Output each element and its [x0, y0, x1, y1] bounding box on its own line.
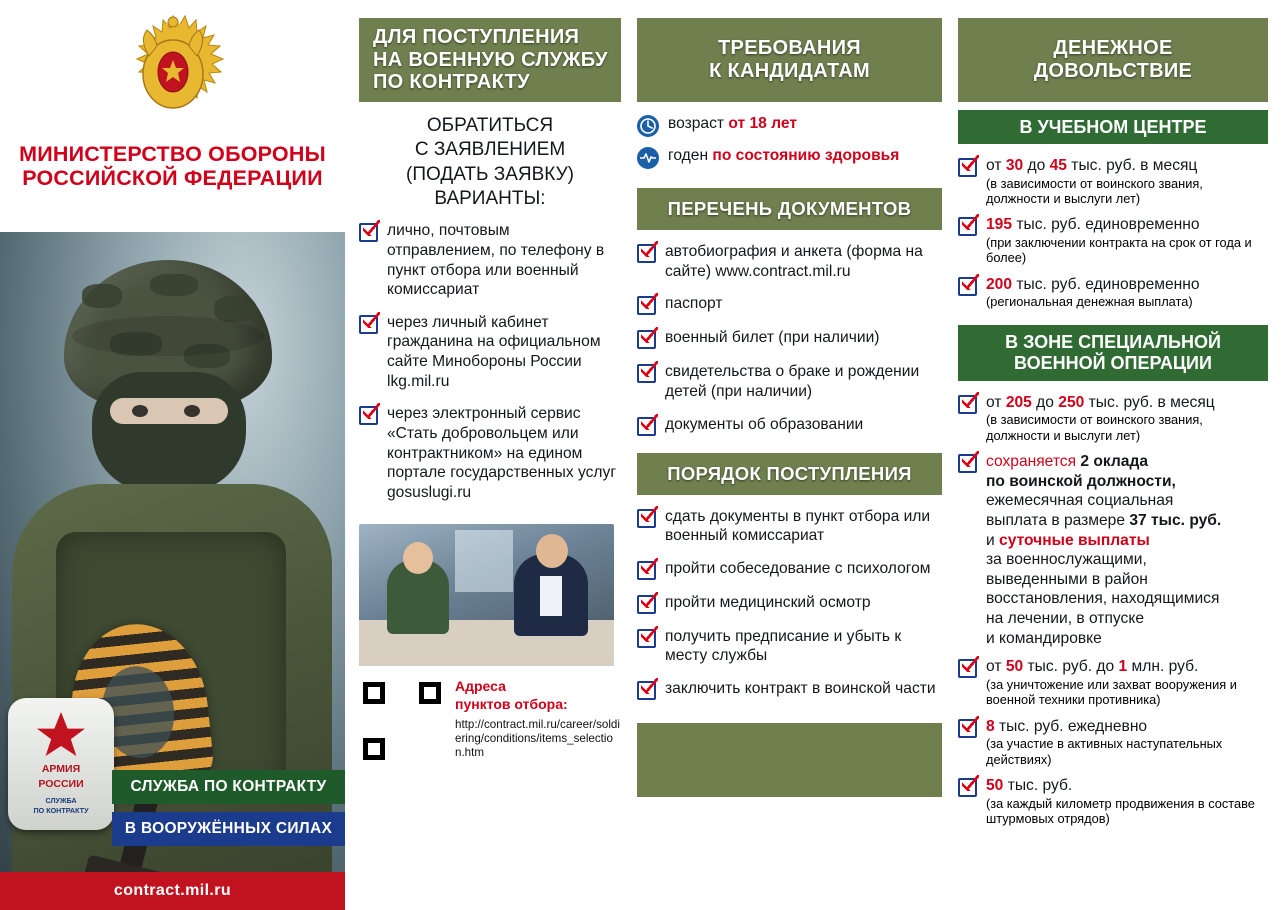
pay-text [986, 393, 1268, 443]
checkmark-icon [637, 417, 656, 436]
ministry-title [19, 142, 326, 190]
column-enlistment [359, 18, 621, 900]
col2-header [637, 18, 942, 102]
pay-pre: от [986, 157, 1006, 174]
badge-sub-1: СЛУЖБА [45, 796, 77, 806]
balaclava-shape [92, 372, 246, 492]
checkmark-icon [637, 509, 656, 528]
pay-note: (в зависимости от воинского звания, должности и выслуги лет) [986, 412, 1203, 443]
badge-line-1: АРМИЯ [41, 763, 81, 775]
checkmark-icon [637, 595, 656, 614]
pay-main [986, 157, 1197, 174]
checkmark-icon [958, 719, 977, 738]
ministry-line-1: МИНИСТЕРСТВО ОБОРОНЫ [19, 142, 326, 166]
pay-item [958, 275, 1268, 310]
requirement-accent: от 18 лет [728, 115, 797, 132]
badge-line-2: РОССИИ [38, 778, 84, 791]
pay-main [986, 658, 1198, 675]
address-block [359, 678, 621, 764]
list-item [637, 294, 942, 315]
list-item [359, 404, 621, 502]
address-title [455, 678, 568, 712]
pay-text [986, 215, 1268, 265]
content-area [345, 0, 1283, 910]
salary-line-2: по воинской должности, [986, 472, 1176, 490]
pay-num-1: 50 [1005, 658, 1024, 676]
col1-header [359, 18, 621, 102]
russian-mod-emblem [109, 12, 237, 134]
salary-line-4-pre: выплата в размере [986, 511, 1130, 529]
checkmark-icon [958, 659, 977, 678]
checkmark-icon [637, 681, 656, 700]
pay-text [986, 156, 1268, 206]
pay-num-1: 195 [986, 216, 1013, 234]
pay-num-2: 45 [1049, 157, 1067, 174]
pay-post: тыс. руб. [1003, 777, 1073, 795]
address-title-line-2: пунктов отбора: [455, 695, 568, 712]
pay-text [986, 657, 1268, 707]
salary-line-8: восстановления, находящимися [986, 590, 1220, 608]
pay-mid: до [1031, 393, 1059, 411]
list-item [359, 221, 621, 300]
document-text: военный билет (при наличии) [665, 329, 880, 347]
col1-intro [359, 114, 621, 211]
checkmark-icon [958, 778, 977, 797]
pay-num-1: 205 [1005, 393, 1032, 411]
list-item [359, 313, 621, 392]
red-star-icon [35, 710, 87, 760]
list-item [637, 242, 942, 281]
col1-intro-line-2: С ЗАЯВЛЕНИЕМ [414, 139, 566, 161]
site-url-bar[interactable]: contract.mil.ru [0, 872, 345, 910]
pay-text [986, 275, 1200, 310]
checkmark-icon [637, 296, 656, 315]
list-item [637, 627, 942, 666]
option-text: лично, почтовым отправлением, по телефону в пункт отбора или военный комиссариат [387, 222, 605, 299]
col1-intro-line-1: ОБРАТИТЬСЯ [426, 115, 554, 136]
requirement-pre: годен [668, 147, 709, 164]
pay-pre: от [986, 393, 1006, 411]
col1-header-line-2: НА ВОЕННУЮ СЛУЖБУ [373, 48, 608, 71]
pay-num-2: 250 [1058, 393, 1085, 411]
left-column [0, 0, 345, 910]
pay-note: (за участие в активных наступательных действиях) [986, 736, 1223, 767]
pay-post: тыс. руб. ежедневно [994, 717, 1148, 735]
column-pay [958, 18, 1268, 900]
pulse-icon [637, 147, 659, 169]
col1-intro-line-4: ВАРИАНТЫ: [434, 187, 546, 209]
document-text: автобиография и анкета (форма на сайте) www.contract.mil.ru [665, 243, 923, 280]
salary-line-5-pre: и [986, 531, 1000, 549]
salary-bold-1: 2 оклада [1080, 452, 1149, 470]
ministry-line-2: РОССИЙСКОЙ ФЕДЕРАЦИИ [22, 166, 323, 191]
pay-post: млн. руб. [1127, 658, 1199, 676]
checkmark-icon [637, 629, 656, 648]
pay-item [958, 215, 1268, 265]
requirement-row [637, 146, 942, 169]
pay-item [958, 156, 1268, 206]
pay-main [986, 718, 1147, 735]
col2-header-line-2: К КАНДИДАТАМ [709, 60, 870, 82]
list-item [637, 415, 942, 436]
pay-note: (региональная денежная выплата) [986, 294, 1193, 310]
pay-post: тыс. руб. единовременно [1012, 216, 1200, 234]
pay-num-1: 8 [986, 717, 995, 735]
checkmark-icon [958, 395, 977, 414]
checkmark-icon [958, 217, 977, 236]
document-text: свидетельства о браке и рождении детей (при наличии) [665, 363, 920, 400]
svo-title-line-2: ВОЕННОЙ ОПЕРАЦИИ [1014, 352, 1212, 373]
checkmark-icon [637, 330, 656, 349]
list-item [637, 362, 942, 401]
salary-text [986, 452, 1221, 648]
pay-num-1: 50 [986, 777, 1004, 795]
documents-header: ПЕРЕЧЕНЬ ДОКУМЕНТОВ [637, 188, 942, 230]
col1-intro-line-3: (ПОДАТЬ ЗАЯВКУ) [406, 163, 574, 185]
pay-main [986, 216, 1200, 233]
pay-note: (в зависимости от воинского звания, должности и выслуги лет) [986, 175, 1203, 206]
pay-post: тыс. руб. в месяц [1066, 157, 1198, 174]
pay-note: (при заключении контракта на срок от года и более) [986, 234, 1252, 266]
pay-item [958, 657, 1268, 707]
order-step-text: пройти собеседование с психологом [665, 559, 931, 577]
pay-num-2: 1 [1118, 658, 1128, 676]
salary-line-7: выведенными в район [986, 570, 1148, 588]
salary-line-4-bold: 37 тыс. руб. [1129, 511, 1222, 529]
col3-header-line-2: ДОВОЛЬСТВИЕ [1033, 60, 1193, 82]
interview-photo [359, 524, 614, 666]
pay-item [958, 393, 1268, 443]
pay-main [986, 276, 1200, 293]
pay-note: (за каждый километр продвижения в составе штурмовых отрядов) [986, 795, 1255, 827]
option-text: через электронный сервис «Стать добровольцем или контрактником» на едином портале государственных услуг gosuslugi.ru [387, 405, 617, 501]
clock-icon [637, 115, 659, 137]
eyes-shape [110, 398, 228, 424]
svo-zone-title [958, 325, 1268, 381]
document-text: документы об образовании [665, 415, 864, 433]
badge-sub-2: ПО КОНТРАКТУ [33, 806, 89, 816]
checkmark-icon [637, 364, 656, 383]
order-step-text: сдать документы в пункт отбора или военный комиссариат [665, 507, 931, 545]
emblem-zone [0, 0, 345, 232]
pay-main [986, 394, 1215, 411]
salary-line-9: на лечении, в отпуске [986, 610, 1144, 628]
col3-header [958, 18, 1268, 102]
salary-line-10: и командировке [986, 629, 1102, 647]
caption-armed-forces: В ВООРУЖЁННЫХ СИЛАХ [112, 812, 345, 846]
list-item [637, 593, 942, 614]
checkmark-icon [637, 561, 656, 580]
address-title-line-1: Адреса [455, 677, 506, 694]
checkmark-icon [359, 223, 378, 242]
salary-line-3: ежемесячная социальная [986, 492, 1174, 510]
pay-main [986, 777, 1072, 794]
requirement-row [637, 114, 942, 137]
requirement-accent: по состоянию здоровья [712, 147, 900, 164]
svo-title-line-1: В ЗОНЕ СПЕЦИАЛЬНОЙ [1005, 331, 1221, 352]
order-header: ПОРЯДОК ПОСТУПЛЕНИЯ [637, 453, 942, 495]
list-item [637, 328, 942, 349]
option-text: через личный кабинет гражданина на официальном сайте Минобороны России lkg.mil.ru [387, 313, 601, 390]
pay-pre: от [986, 658, 1006, 676]
requirement-text [668, 114, 797, 134]
pay-post: тыс. руб. в месяц [1084, 393, 1215, 411]
address-url[interactable]: http://contract.mil.ru/career/soldiering/conditions/items_selection.htm [455, 717, 620, 759]
checkmark-icon [637, 244, 656, 263]
pay-item-salary [958, 452, 1268, 648]
col1-header-line-3: ПО КОНТРАКТУ [373, 71, 530, 94]
requirement-pre: возраст [668, 115, 725, 132]
list-item [637, 507, 942, 546]
checkmark-icon [958, 158, 977, 177]
column-requirements [637, 18, 942, 900]
document-text: паспорт [665, 295, 723, 313]
salary-line-6: за военнослужащими, [986, 551, 1147, 569]
camo-filler [637, 723, 942, 797]
checkmark-icon [958, 454, 977, 473]
checkmark-icon [359, 406, 378, 425]
pay-mid: до [1023, 157, 1050, 174]
order-step-text: пройти медицинский осмотр [665, 593, 871, 611]
col2-header-line-1: ТРЕБОВАНИЯ [718, 37, 861, 60]
list-item [637, 559, 942, 580]
order-step-text: заключить контракт в воинской части [665, 680, 936, 698]
training-center-title: В УЧЕБНОМ ЦЕНТРЕ [958, 110, 1268, 144]
army-of-russia-badge [8, 698, 114, 830]
pay-mid: тыс. руб. до [1023, 658, 1119, 676]
pay-text [986, 776, 1268, 826]
col3-header-line-1: ДЕНЕЖНОЕ [1053, 37, 1173, 60]
pay-item [958, 717, 1268, 767]
caption-contract-service: СЛУЖБА ПО КОНТРАКТУ [112, 770, 345, 804]
salary-line-5-red: суточные выплаты [999, 531, 1150, 549]
pay-num-1: 200 [986, 275, 1013, 293]
checkmark-icon [359, 315, 378, 334]
order-step-text: получить предписание и убыть к месту службы [665, 627, 902, 665]
requirement-text [668, 146, 899, 166]
pay-note: (за уничтожение или захват вооружения и военной техники противника) [986, 677, 1237, 708]
pay-item [958, 776, 1268, 826]
list-item [637, 679, 942, 700]
checkmark-icon [958, 277, 977, 296]
col1-header-line-1: ДЛЯ ПОСТУПЛЕНИЯ [373, 25, 580, 48]
salary-red-1: сохраняется [986, 452, 1077, 470]
qr-code[interactable] [359, 678, 445, 764]
pay-num-1: 30 [1005, 157, 1024, 174]
pay-post: тыс. руб. единовременно [1012, 275, 1200, 293]
pay-text [986, 717, 1268, 767]
